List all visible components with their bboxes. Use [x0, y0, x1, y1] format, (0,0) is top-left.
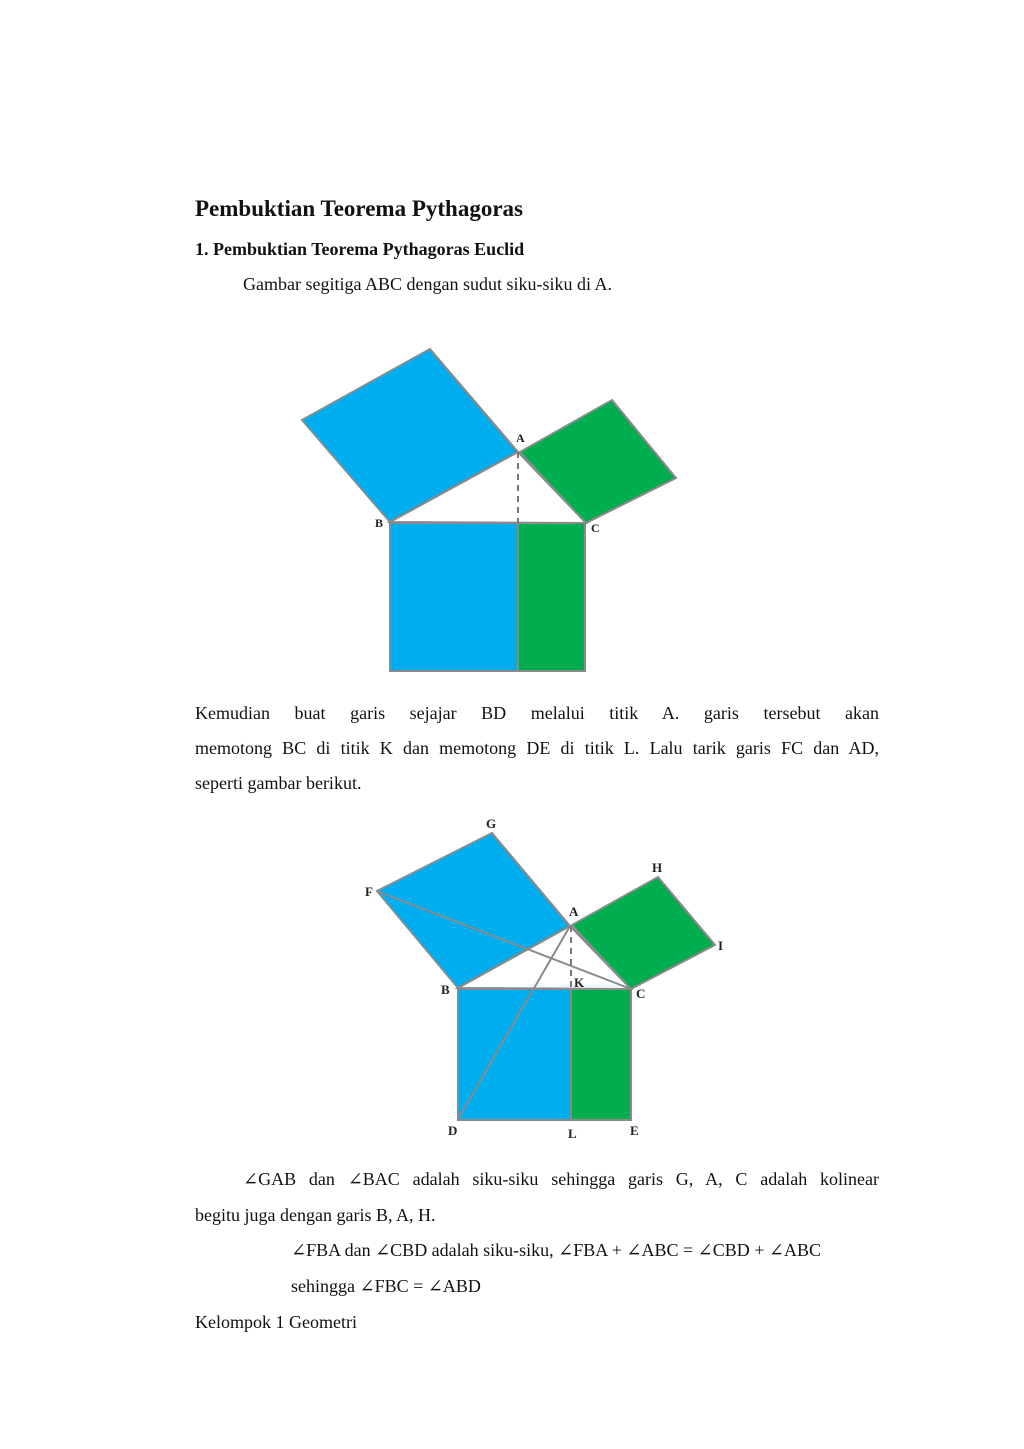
label-i: I	[718, 938, 724, 953]
paragraph-3-line-1: ∠GAB dan ∠BAC adalah siku-siku sehingga garis G, A, C adalah kolinear	[243, 1169, 879, 1189]
rect-klec	[518, 523, 585, 671]
label-l: L	[568, 1126, 577, 1141]
label-k: K	[574, 975, 585, 990]
figure-1-pythagoras-squares	[290, 340, 690, 680]
paragraph-2-line-3: seperti gambar berikut.	[195, 773, 362, 793]
label-b: B	[441, 982, 450, 997]
rect-klec	[571, 989, 631, 1120]
figure-2-euclid-construction	[360, 810, 740, 1150]
label-a: A	[569, 904, 579, 919]
paragraph-2-line-1: Kemudian buat garis sejajar BD melalui titik A. garis tersebut akan	[195, 703, 879, 723]
label-b: B	[375, 516, 384, 530]
page-title: Pembuktian Teorema Pythagoras	[195, 196, 523, 221]
paragraph-4-line-2: sehingga ∠FBC = ∠ABD	[291, 1276, 481, 1296]
paragraph-1: Gambar segitiga ABC dengan sudut siku-siku di A.	[243, 274, 612, 294]
label-a: A	[516, 431, 525, 445]
rect-bkld	[458, 989, 571, 1120]
label-f: F	[365, 884, 373, 899]
section-heading: 1. Pembuktian Teorema Pythagoras Euclid	[195, 239, 525, 259]
label-g: G	[486, 816, 497, 831]
paragraph-2-line-2: memotong BC di titik K dan memotong DE di titik L. Lalu tarik garis FC dan AD,	[195, 738, 879, 758]
page-footer: Kelompok 1 Geometri	[195, 1312, 357, 1332]
label-h: H	[652, 860, 663, 875]
label-c: C	[636, 986, 646, 1001]
rect-bkld	[390, 523, 518, 671]
paragraph-4-line-1: ∠FBA dan ∠CBD adalah siku-siku, ∠FBA + ∠ABC = ∠CBD + ∠ABC	[291, 1240, 821, 1260]
label-d: D	[448, 1123, 458, 1138]
paragraph-3-line-2: begitu juga dengan garis B, A, H.	[195, 1205, 436, 1225]
label-e: E	[630, 1123, 639, 1138]
label-c: C	[591, 521, 600, 535]
